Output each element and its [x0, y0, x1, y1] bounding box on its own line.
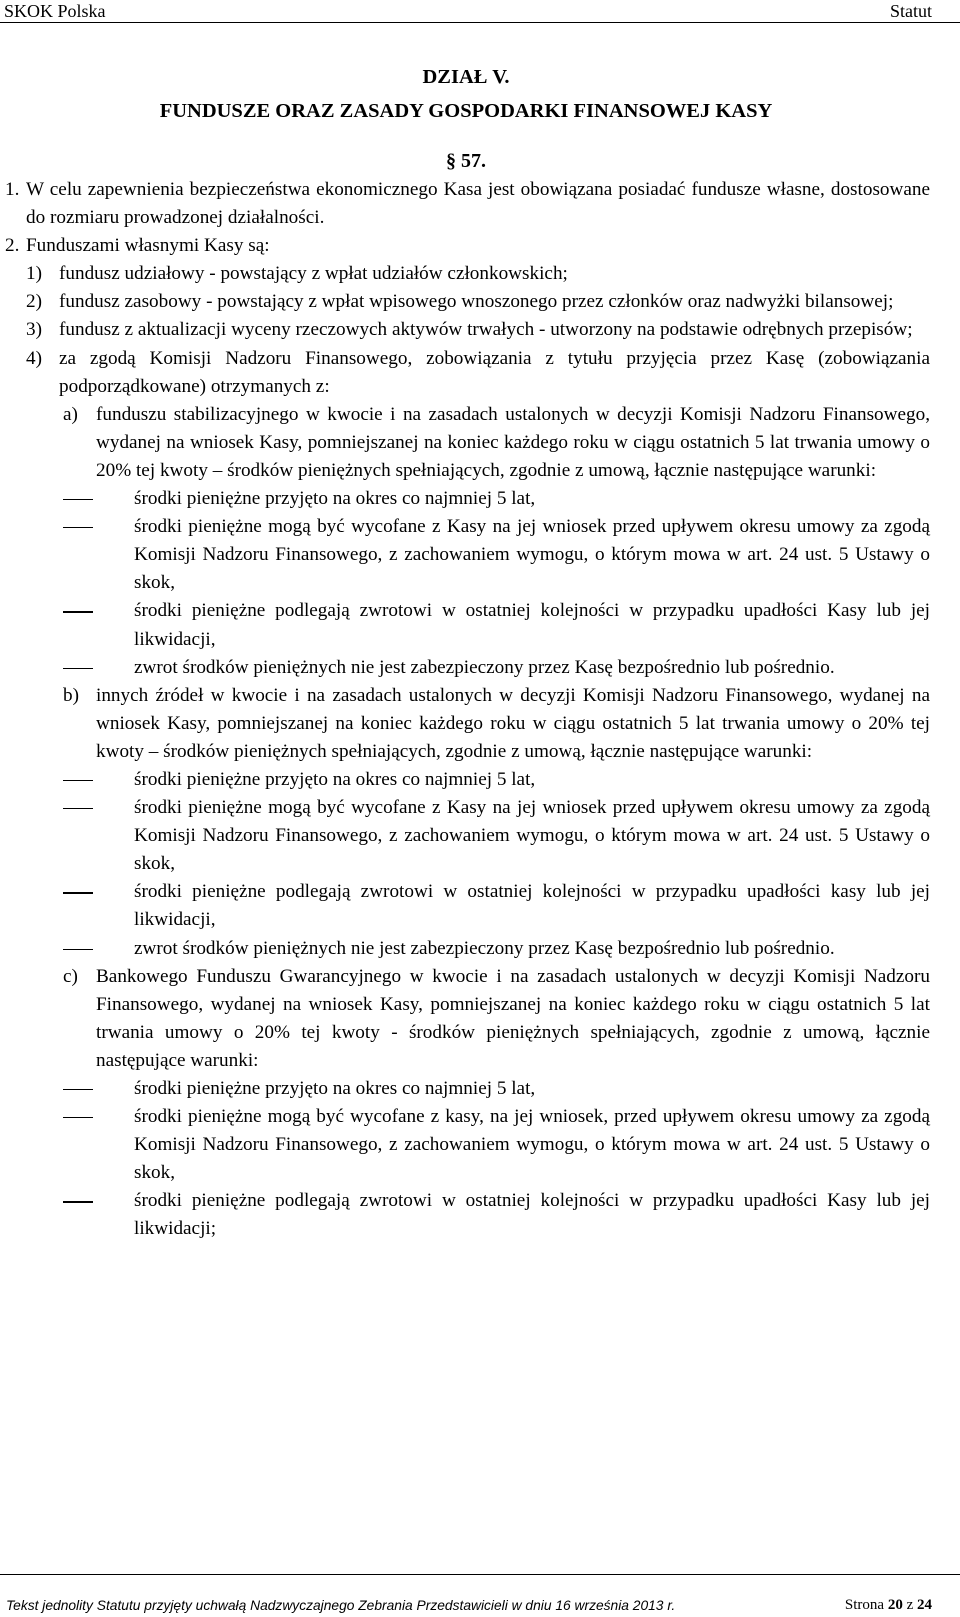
- paragraph-text: W celu zapewnienia bezpieczeństwa ekonomicznego Kasa jest obowiązana posiadać fundusze własne, dostosowane do rozmiaru prowadzonej działalności.: [26, 179, 930, 229]
- chapter-number: DZIAŁ V.: [422, 66, 510, 88]
- list-item: środki pieniężne podlegają zwrotowi w ostatniej kolejności w przypadku upadłości kasy lub jej likwidacji,: [59, 878, 930, 934]
- list-item: środki pieniężne podlegają zwrotowi w ostatniej kolejności w przypadku upadłości Kasy lub jej likwidacji;: [59, 1187, 930, 1243]
- list-item: środki pieniężne przyjęto na okres co najmniej 5 lat,: [59, 766, 930, 794]
- dash-bullet-icon: [63, 780, 93, 781]
- sub-item-a: a) funduszu stabilizacyjnego w kwocie i na zasadach ustalonych w decyzji Komisji Nadzoru Finansowego, wydanej na wniosek Kasy, pomniejszanej na koniec każdego roku w ciągu ostatnich 5 lat trwania umowy o 20% tej kwoty – środków pieniężnych spełniających, zgodnie z umową, łącznie następujące warunki: środki pieniężne przyjęto na okres co najmniej 5 lat, środki pieniężne mogą być wycofane z Kasy na jej wniosek przed upływem okresu umowy za zgodą Komisji Nadzoru Finansowego, z zachowaniem wymogu, o którym mowa w art. 24 ust. 5 Ustawy o skok, środki pieniężne podlegają zwrotowi w ostatniej kolejności w przypadku upadłości Kasy lub jej likwidacji, zwrot środków pieniężnych nie jest zabezpieczony przez Kasę bezpośrednio lub pośrednio.: [59, 401, 930, 682]
- footer-note: Tekst jednolity Statutu przyjęty uchwałą Nadzwyczajnego Zebrania Przedstawicieli w dniu 16 września 2013 r.: [6, 1598, 676, 1613]
- header-doc-type: Statut: [889, 1, 932, 21]
- dash-bullet-icon: [63, 892, 93, 893]
- dash-bullet-icon: [63, 949, 93, 950]
- dash-bullet-icon: [63, 668, 93, 669]
- dash-bullet-icon: [63, 1089, 93, 1090]
- sub-item-c: c) Bankowego Funduszu Gwarancyjnego w kwocie i na zasadach ustalonych w decyzji Komisji Nadzoru Finansowego, wydanej na wniosek Kasy, pomniejszanej na koniec każdego roku w ciągu ostatnich 5 lat trwania umowy o 20% tej kwoty - środków pieniężnych spełniających, zgodnie z umową, łącznie następujące warunki: środki pieniężne przyjęto na okres co najmniej 5 lat, środki pieniężne mogą być wycofane z kasy, na jej wniosek, przed upływem okresu umowy za zgodą Komisji Nadzoru Finansowego, z zachowaniem wymogu, o którym mowa w art. 24 ust. 5 Ustawy o skok, środki pieniężne podlegają zwrotowi w ostatniej kolejności w przypadku upadłości Kasy lub jej likwidacji;: [59, 963, 930, 1244]
- list-item: środki pieniężne mogą być wycofane z kasy, na jej wniosek, przed upływem okresu umowy za zgodą Komisji Nadzoru Finansowego, z zachowaniem wymogu, o którym mowa w art. 24 ust. 5 Ustawy o skok,: [59, 1103, 930, 1187]
- condition-list: [59, 1075, 930, 1244]
- list-item: środki pieniężne mogą być wycofane z Kasy na jej wniosek przed upływem okresu umowy za zgodą Komisji Nadzoru Finansowego, z zachowaniem wymogu, o którym mowa w art. 24 ust. 5 Ustawy o skok,: [59, 513, 930, 597]
- list-item: 1) fundusz udziałowy - powstający z wpłat udziałów członkowskich;: [26, 263, 568, 285]
- dash-bullet-icon: [63, 499, 93, 500]
- paragraph-number: 2.: [5, 235, 20, 257]
- dash-bullet-icon: [63, 808, 93, 809]
- paragraph-text: Funduszami własnymi Kasy są:: [26, 235, 270, 257]
- list-item: zwrot środków pieniężnych nie jest zabezpieczony przez Kasę bezpośrednio lub pośrednio.: [59, 654, 930, 682]
- page-footer: [0, 1572, 960, 1617]
- dash-bullet-icon: [63, 611, 93, 612]
- page-number: Strona 20 z 24: [844, 1597, 932, 1613]
- header-org-name: SKOK Polska: [4, 1, 106, 21]
- list-item: 4) za zgodą Komisji Nadzoru Finansowego, zobowiązania z tytułu przyjęcia przez Kasę (zobowiązania podporządkowane) otrzymanych z:: [26, 347, 930, 397]
- dash-bullet-icon: [63, 527, 93, 528]
- document-body: [0, 60, 960, 1244]
- dash-bullet-icon: [63, 1117, 93, 1118]
- list-item: środki pieniężne przyjęto na okres co najmniej 5 lat,: [59, 1075, 930, 1103]
- paragraph-number: 1.: [5, 179, 20, 200]
- paragraph-1: [0, 176, 930, 232]
- funds-list: [0, 260, 930, 1243]
- sub-item-b: b) innych źródeł w kwocie i na zasadach ustalonych w decyzji Komisji Nadzoru Finansowego, wydanej na wniosek Kasy, pomniejszanej na koniec każdego roku w ciągu ostatnich 5 lat trwania umowy o 20% tej kwoty – środków pieniężnych spełniających, zgodnie z umową, łącznie następujące warunki: środki pieniężne przyjęto na okres co najmniej 5 lat, środki pieniężne mogą być wycofane z Kasy na jej wniosek przed upływem okresu umowy za zgodą Komisji Nadzoru Finansowego, z zachowaniem wymogu, o którym mowa w art. 24 ust. 5 Ustawy o skok, środki pieniężne podlegają zwrotowi w ostatniej kolejności w przypadku upadłości kasy lub jej likwidacji, zwrot środków pieniężnych nie jest zabezpieczony przez Kasę bezpośrednio lub pośrednio.: [59, 682, 930, 963]
- chapter-title: [0, 60, 932, 128]
- paragraph-2: [0, 232, 930, 260]
- list-item: 2) fundusz zasobowy - powstający z wpłat wpisowego wnoszonego przez członków oraz nadwyżki bilansowej;: [26, 291, 894, 313]
- footer-divider: [0, 1574, 960, 1575]
- condition-list: [59, 485, 930, 682]
- list-item: środki pieniężne przyjęto na okres co najmniej 5 lat,: [59, 485, 930, 513]
- list-item: zwrot środków pieniężnych nie jest zabezpieczony przez Kasę bezpośrednio lub pośrednio.: [59, 935, 930, 963]
- dash-bullet-icon: [63, 1201, 93, 1202]
- section-number: § 57.: [446, 150, 486, 172]
- condition-list: [59, 766, 930, 963]
- page-header: [0, 0, 960, 23]
- list-item: środki pieniężne mogą być wycofane z Kasy na jej wniosek przed upływem okresu umowy za zgodą Komisji Nadzoru Finansowego, z zachowaniem wymogu, o którym mowa w art. 24 ust. 5 Ustawy o skok,: [59, 794, 930, 878]
- list-item: 3) fundusz z aktualizacji wyceny rzeczowych aktywów trwałych - utworzony na podstawie odrębnych przepisów;: [26, 319, 913, 341]
- list-item: środki pieniężne podlegają zwrotowi w ostatniej kolejności w przypadku upadłości Kasy lub jej likwidacji,: [59, 597, 930, 653]
- chapter-heading: FUNDUSZE ORAZ ZASADY GOSPODARKI FINANSOWEJ KASY: [159, 100, 773, 122]
